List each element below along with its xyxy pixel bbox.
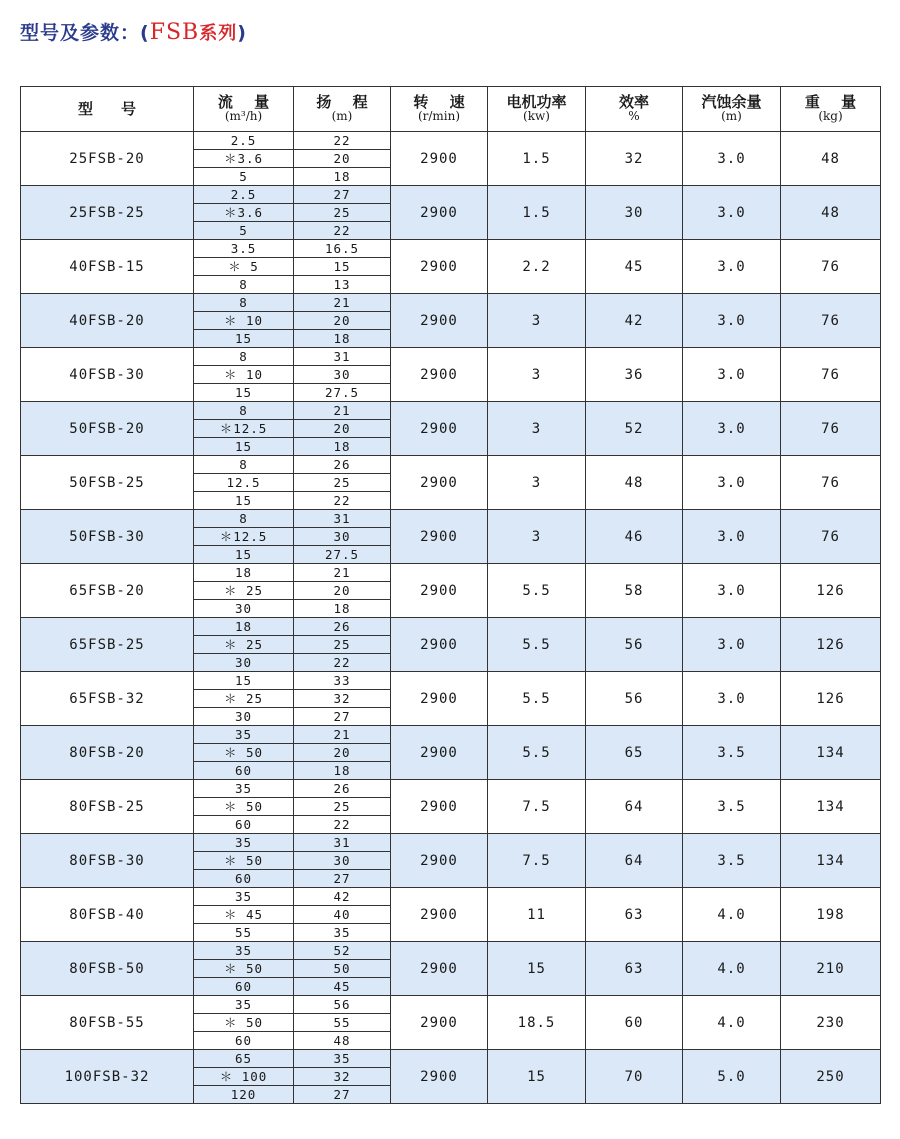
cell-head: 27	[294, 186, 391, 204]
header-efficiency-label: 效率	[618, 93, 649, 111]
cell-power: 11	[488, 888, 586, 942]
cell-flow: ＊ 50	[194, 852, 294, 870]
cell-flow: ＊12.5	[194, 528, 294, 546]
cell-model: 40FSB-15	[21, 240, 194, 294]
cell-weight: 76	[781, 510, 881, 564]
cell-flow: 35	[194, 726, 294, 744]
cell-weight: 126	[781, 672, 881, 726]
cell-head: 45	[294, 978, 391, 996]
cell-npsh: 3.0	[683, 510, 781, 564]
table-row	[21, 996, 881, 1014]
cell-model: 80FSB-20	[21, 726, 194, 780]
cell-flow: ＊ 10	[194, 312, 294, 330]
cell-flow: 120	[194, 1086, 294, 1104]
cell-head: 21	[294, 564, 391, 582]
cell-speed: 2900	[391, 1050, 488, 1104]
cell-flow: 8	[194, 348, 294, 366]
header-flow-unit: (m³/h)	[224, 109, 263, 123]
cell-flow: ＊ 100	[194, 1068, 294, 1086]
cell-flow: ＊ 45	[194, 906, 294, 924]
cell-head: 50	[294, 960, 391, 978]
cell-speed: 2900	[391, 456, 488, 510]
title-prefix: 型号及参数：	[20, 22, 141, 44]
cell-head: 31	[294, 510, 391, 528]
cell-weight: 48	[781, 186, 881, 240]
cell-npsh: 5.0	[683, 1050, 781, 1104]
cell-flow: ＊3.6	[194, 204, 294, 222]
header-npsh-unit: (m)	[721, 109, 742, 123]
header-efficiency	[586, 87, 683, 132]
cell-speed: 2900	[391, 618, 488, 672]
header-speed-label: 转 速	[413, 93, 473, 111]
table-row	[21, 726, 881, 744]
cell-weight: 76	[781, 456, 881, 510]
cell-eff: 52	[586, 402, 683, 456]
cell-flow: 8	[194, 456, 294, 474]
cell-flow: 2.5	[194, 132, 294, 150]
cell-flow: 15	[194, 384, 294, 402]
cell-head: 42	[294, 888, 391, 906]
cell-power: 3	[488, 402, 586, 456]
header-weight-label: 重 量	[804, 93, 865, 111]
cell-power: 5.5	[488, 618, 586, 672]
cell-model: 100FSB-32	[21, 1050, 194, 1104]
cell-eff: 64	[586, 780, 683, 834]
cell-npsh: 3.5	[683, 726, 781, 780]
cell-flow: 35	[194, 780, 294, 798]
cell-flow: 60	[194, 870, 294, 888]
header-flow-label: 流 量	[217, 93, 278, 111]
cell-head: 27.5	[294, 546, 391, 564]
header-power-unit: (kw)	[523, 109, 550, 123]
cell-speed: 2900	[391, 780, 488, 834]
cell-flow: 60	[194, 816, 294, 834]
cell-head: 32	[294, 1068, 391, 1086]
cell-flow: ＊ 25	[194, 690, 294, 708]
cell-flow: 60	[194, 978, 294, 996]
cell-head: 31	[294, 348, 391, 366]
cell-head: 32	[294, 690, 391, 708]
cell-model: 25FSB-25	[21, 186, 194, 240]
header-head-label: 扬 程	[316, 93, 376, 111]
cell-flow: ＊ 50	[194, 960, 294, 978]
table-row	[21, 1050, 881, 1068]
cell-weight: 126	[781, 618, 881, 672]
cell-npsh: 3.0	[683, 456, 781, 510]
cell-flow: 8	[194, 402, 294, 420]
cell-head: 30	[294, 366, 391, 384]
cell-flow: ＊ 10	[194, 366, 294, 384]
spec-table	[20, 86, 881, 1104]
cell-npsh: 3.0	[683, 240, 781, 294]
cell-head: 27	[294, 708, 391, 726]
cell-head: 31	[294, 834, 391, 852]
cell-speed: 2900	[391, 240, 488, 294]
cell-eff: 65	[586, 726, 683, 780]
cell-npsh: 3.0	[683, 348, 781, 402]
cell-speed: 2900	[391, 348, 488, 402]
cell-head: 27.5	[294, 384, 391, 402]
header-speed-unit: (r/min)	[417, 109, 461, 123]
cell-model: 65FSB-25	[21, 618, 194, 672]
cell-speed: 2900	[391, 294, 488, 348]
cell-power: 7.5	[488, 780, 586, 834]
header-efficiency-unit: %	[628, 109, 640, 123]
cell-head: 27	[294, 870, 391, 888]
cell-head: 18	[294, 600, 391, 618]
cell-power: 5.5	[488, 564, 586, 618]
cell-speed: 2900	[391, 888, 488, 942]
cell-weight: 76	[781, 294, 881, 348]
cell-eff: 70	[586, 1050, 683, 1104]
cell-weight: 230	[781, 996, 881, 1050]
cell-head: 48	[294, 1032, 391, 1050]
cell-model: 80FSB-55	[21, 996, 194, 1050]
cell-model: 65FSB-20	[21, 564, 194, 618]
cell-speed: 2900	[391, 564, 488, 618]
table-row	[21, 186, 881, 204]
cell-flow: 18	[194, 618, 294, 636]
cell-head: 13	[294, 276, 391, 294]
cell-weight: 134	[781, 726, 881, 780]
cell-head: 55	[294, 1014, 391, 1032]
cell-flow: 30	[194, 708, 294, 726]
table-row	[21, 510, 881, 528]
cell-flow: 30	[194, 600, 294, 618]
cell-flow: 15	[194, 438, 294, 456]
cell-head: 22	[294, 222, 391, 240]
title-open-paren: (	[140, 22, 150, 44]
cell-weight: 76	[781, 348, 881, 402]
cell-head: 21	[294, 294, 391, 312]
cell-head: 20	[294, 312, 391, 330]
cell-power: 15	[488, 942, 586, 996]
cell-head: 21	[294, 402, 391, 420]
cell-flow: 35	[194, 834, 294, 852]
cell-flow: ＊ 50	[194, 1014, 294, 1032]
cell-flow: ＊12.5	[194, 420, 294, 438]
cell-model: 25FSB-20	[21, 132, 194, 186]
cell-flow: 30	[194, 654, 294, 672]
cell-flow: ＊3.6	[194, 150, 294, 168]
cell-eff: 30	[586, 186, 683, 240]
cell-flow: 35	[194, 996, 294, 1014]
cell-npsh: 3.5	[683, 834, 781, 888]
cell-head: 26	[294, 618, 391, 636]
table-row	[21, 942, 881, 960]
cell-head: 27	[294, 1086, 391, 1104]
cell-head: 30	[294, 852, 391, 870]
cell-weight: 76	[781, 402, 881, 456]
cell-npsh: 3.0	[683, 132, 781, 186]
cell-eff: 63	[586, 888, 683, 942]
cell-head: 18	[294, 330, 391, 348]
table-row	[21, 564, 881, 582]
cell-head: 18	[294, 762, 391, 780]
cell-weight: 250	[781, 1050, 881, 1104]
cell-flow: 5	[194, 168, 294, 186]
cell-flow: 8	[194, 276, 294, 294]
cell-power: 5.5	[488, 726, 586, 780]
cell-head: 26	[294, 456, 391, 474]
table-row	[21, 294, 881, 312]
cell-eff: 60	[586, 996, 683, 1050]
table-row	[21, 348, 881, 366]
cell-head: 18	[294, 168, 391, 186]
cell-eff: 45	[586, 240, 683, 294]
header-head-unit: (m)	[331, 109, 353, 123]
cell-flow: 8	[194, 510, 294, 528]
cell-model: 65FSB-32	[21, 672, 194, 726]
title-series-code: FSB	[149, 20, 200, 45]
cell-eff: 36	[586, 348, 683, 402]
cell-model: 50FSB-20	[21, 402, 194, 456]
header-model: 型号	[21, 87, 194, 132]
cell-head: 18	[294, 438, 391, 456]
cell-power: 15	[488, 1050, 586, 1104]
table-row	[21, 240, 881, 258]
cell-power: 3	[488, 348, 586, 402]
cell-flow: 60	[194, 1032, 294, 1050]
cell-speed: 2900	[391, 672, 488, 726]
header-npsh	[683, 87, 781, 132]
table-row	[21, 780, 881, 798]
cell-npsh: 3.0	[683, 294, 781, 348]
cell-head: 20	[294, 150, 391, 168]
cell-speed: 2900	[391, 834, 488, 888]
cell-model: 80FSB-25	[21, 780, 194, 834]
cell-flow: 60	[194, 762, 294, 780]
table-row	[21, 402, 881, 420]
cell-head: 20	[294, 420, 391, 438]
cell-head: 22	[294, 492, 391, 510]
page-title	[20, 18, 247, 45]
cell-weight: 134	[781, 834, 881, 888]
cell-power: 5.5	[488, 672, 586, 726]
cell-flow: 15	[194, 330, 294, 348]
cell-eff: 56	[586, 672, 683, 726]
cell-npsh: 3.0	[683, 618, 781, 672]
cell-flow: 15	[194, 492, 294, 510]
cell-flow: 65	[194, 1050, 294, 1068]
cell-model: 80FSB-40	[21, 888, 194, 942]
cell-npsh: 4.0	[683, 942, 781, 996]
cell-head: 20	[294, 744, 391, 762]
table-body	[21, 132, 881, 1104]
cell-flow: 15	[194, 672, 294, 690]
cell-eff: 42	[586, 294, 683, 348]
cell-model: 50FSB-25	[21, 456, 194, 510]
cell-head: 26	[294, 780, 391, 798]
cell-head: 33	[294, 672, 391, 690]
cell-speed: 2900	[391, 132, 488, 186]
cell-speed: 2900	[391, 996, 488, 1050]
table-row	[21, 672, 881, 690]
cell-head: 25	[294, 204, 391, 222]
cell-head: 52	[294, 942, 391, 960]
table-header-row	[21, 87, 881, 132]
cell-eff: 48	[586, 456, 683, 510]
header-npsh-label: 汽蚀余量	[701, 93, 762, 111]
cell-npsh: 3.5	[683, 780, 781, 834]
cell-weight: 198	[781, 888, 881, 942]
table-row	[21, 456, 881, 474]
cell-flow: 15	[194, 546, 294, 564]
cell-head: 35	[294, 924, 391, 942]
cell-flow: 35	[194, 888, 294, 906]
header-speed	[391, 87, 488, 132]
cell-head: 15	[294, 258, 391, 276]
cell-npsh: 3.0	[683, 402, 781, 456]
cell-flow: 5	[194, 222, 294, 240]
cell-flow: ＊ 25	[194, 582, 294, 600]
header-power	[488, 87, 586, 132]
cell-power: 1.5	[488, 186, 586, 240]
cell-head: 40	[294, 906, 391, 924]
header-weight-unit: (kg)	[818, 109, 843, 123]
cell-flow: 35	[194, 942, 294, 960]
cell-head: 21	[294, 726, 391, 744]
cell-power: 7.5	[488, 834, 586, 888]
cell-head: 16.5	[294, 240, 391, 258]
cell-flow: ＊ 25	[194, 636, 294, 654]
table-row	[21, 132, 881, 150]
cell-model: 40FSB-30	[21, 348, 194, 402]
cell-weight: 126	[781, 564, 881, 618]
cell-power: 2.2	[488, 240, 586, 294]
cell-head: 22	[294, 132, 391, 150]
cell-head: 25	[294, 636, 391, 654]
cell-model: 50FSB-30	[21, 510, 194, 564]
cell-speed: 2900	[391, 726, 488, 780]
cell-power: 1.5	[488, 132, 586, 186]
cell-npsh: 3.0	[683, 564, 781, 618]
cell-flow: 2.5	[194, 186, 294, 204]
header-power-label: 电机功率	[506, 93, 567, 111]
cell-flow: ＊ 5	[194, 258, 294, 276]
cell-weight: 134	[781, 780, 881, 834]
cell-flow: ＊ 50	[194, 798, 294, 816]
cell-head: 30	[294, 528, 391, 546]
table-row	[21, 618, 881, 636]
cell-power: 3	[488, 456, 586, 510]
cell-head: 22	[294, 816, 391, 834]
cell-head: 25	[294, 474, 391, 492]
cell-head: 56	[294, 996, 391, 1014]
cell-npsh: 3.0	[683, 186, 781, 240]
cell-speed: 2900	[391, 510, 488, 564]
cell-model: 80FSB-50	[21, 942, 194, 996]
cell-head: 35	[294, 1050, 391, 1068]
title-close-paren: )	[237, 22, 247, 44]
cell-power: 18.5	[488, 996, 586, 1050]
cell-flow: ＊ 50	[194, 744, 294, 762]
cell-head: 20	[294, 582, 391, 600]
cell-model: 40FSB-20	[21, 294, 194, 348]
cell-weight: 76	[781, 240, 881, 294]
title-series-suffix: 系列	[199, 23, 238, 44]
cell-flow: 55	[194, 924, 294, 942]
cell-flow: 18	[194, 564, 294, 582]
cell-weight: 210	[781, 942, 881, 996]
cell-speed: 2900	[391, 942, 488, 996]
table-row	[21, 888, 881, 906]
cell-flow: 3.5	[194, 240, 294, 258]
cell-speed: 2900	[391, 402, 488, 456]
cell-head: 22	[294, 654, 391, 672]
cell-eff: 56	[586, 618, 683, 672]
cell-eff: 46	[586, 510, 683, 564]
cell-eff: 63	[586, 942, 683, 996]
cell-eff: 32	[586, 132, 683, 186]
cell-eff: 64	[586, 834, 683, 888]
cell-npsh: 4.0	[683, 888, 781, 942]
cell-flow: 12.5	[194, 474, 294, 492]
header-head	[294, 87, 391, 132]
cell-flow: 8	[194, 294, 294, 312]
header-flow	[194, 87, 294, 132]
header-weight	[781, 87, 881, 132]
cell-weight: 48	[781, 132, 881, 186]
cell-speed: 2900	[391, 186, 488, 240]
cell-head: 25	[294, 798, 391, 816]
cell-model: 80FSB-30	[21, 834, 194, 888]
cell-eff: 58	[586, 564, 683, 618]
cell-power: 3	[488, 510, 586, 564]
table-row	[21, 834, 881, 852]
cell-npsh: 3.0	[683, 672, 781, 726]
cell-power: 3	[488, 294, 586, 348]
cell-npsh: 4.0	[683, 996, 781, 1050]
